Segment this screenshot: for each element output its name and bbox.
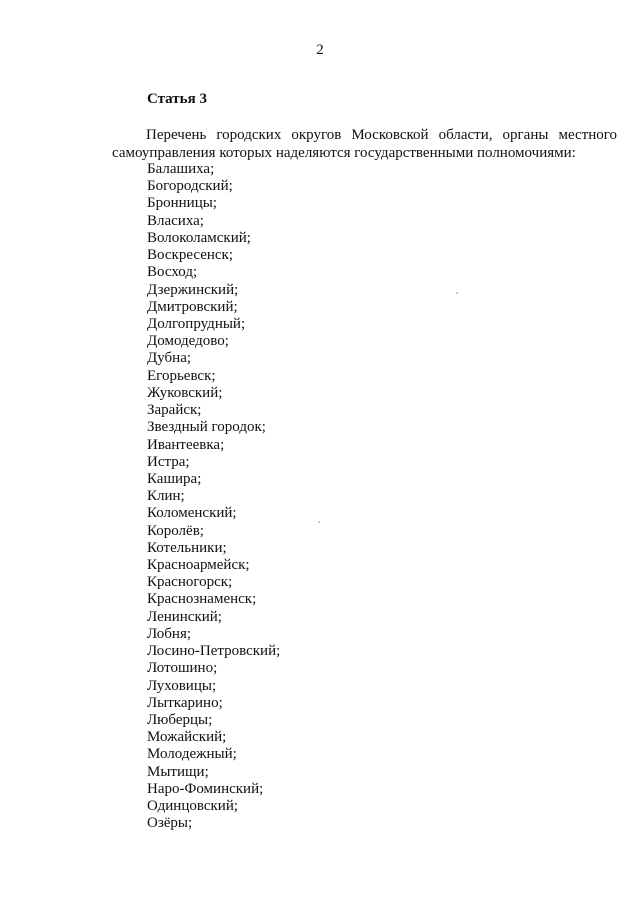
district-list-item: Кашира; [147, 470, 202, 487]
district-list-item: Коломенский; [147, 505, 237, 522]
district-list-item: Красноармейск; [147, 557, 250, 574]
district-list-item: Мытищи; [147, 763, 209, 780]
scan-speck [456, 292, 458, 294]
district-list-item: Лотошино; [147, 660, 218, 677]
district-list-item: Лобня; [147, 625, 192, 642]
district-list-item: Люберцы; [147, 712, 213, 728]
article-title: Статья 3 [147, 91, 207, 107]
district-list-item: Дмитровский; [147, 298, 238, 315]
district-list-item: Одинцовский; [147, 798, 239, 815]
district-list-item: Озёры; [147, 815, 193, 832]
article-intro [112, 126, 617, 162]
district-list-item: Котельники; [147, 539, 227, 556]
district-list-item: Краснознаменск; [147, 591, 257, 608]
district-list-item: Ивантеевка; [147, 436, 225, 453]
district-list-item: Балашиха; [147, 161, 215, 177]
district-list-item: Зарайск; [147, 402, 202, 419]
scan-speck [318, 521, 320, 523]
district-list-item: Воскресенск; [147, 247, 233, 264]
district-list-item: Дубна; [147, 350, 192, 367]
district-list-item: Истра; [147, 453, 190, 470]
intro-line-2: самоуправления которых наделяются государственными полномочиями: [112, 145, 576, 161]
page-number: 2 [316, 42, 324, 58]
district-list-item: Егорьевск; [147, 367, 216, 384]
district-list-item: Молодежный; [147, 746, 237, 763]
district-list-item: Клин; [147, 488, 185, 505]
district-list-item: Можайский; [147, 729, 227, 746]
district-list-item: Звездный городок; [147, 419, 266, 436]
district-list-item: Лыткарино; [147, 694, 223, 711]
district-list-item: Домодедово; [147, 333, 229, 350]
district-list-item: Красногорск; [147, 574, 233, 591]
district-list-item: Королёв; [147, 522, 204, 539]
district-list-item: Восход; [147, 264, 198, 281]
district-list-item: Власиха; [147, 212, 204, 229]
district-list-item: Волоколамский; [147, 229, 251, 246]
district-list-item: Бронницы; [147, 195, 217, 212]
district-list-item: Лосино-Петровский; [147, 643, 281, 660]
district-list-item: Долгопрудный; [147, 315, 246, 332]
district-list-item: Наро-Фоминский; [147, 780, 264, 797]
district-list-item: Дзержинский; [147, 281, 239, 298]
intro-line-1: Перечень городских округов Московской области, органы местного [146, 127, 617, 143]
district-list-item: Богородский; [147, 178, 233, 195]
district-list-item: Ленинский; [147, 608, 222, 625]
district-list [147, 161, 280, 833]
district-list-item: Луховицы; [147, 677, 217, 694]
district-list-item: Жуковский; [147, 384, 223, 401]
